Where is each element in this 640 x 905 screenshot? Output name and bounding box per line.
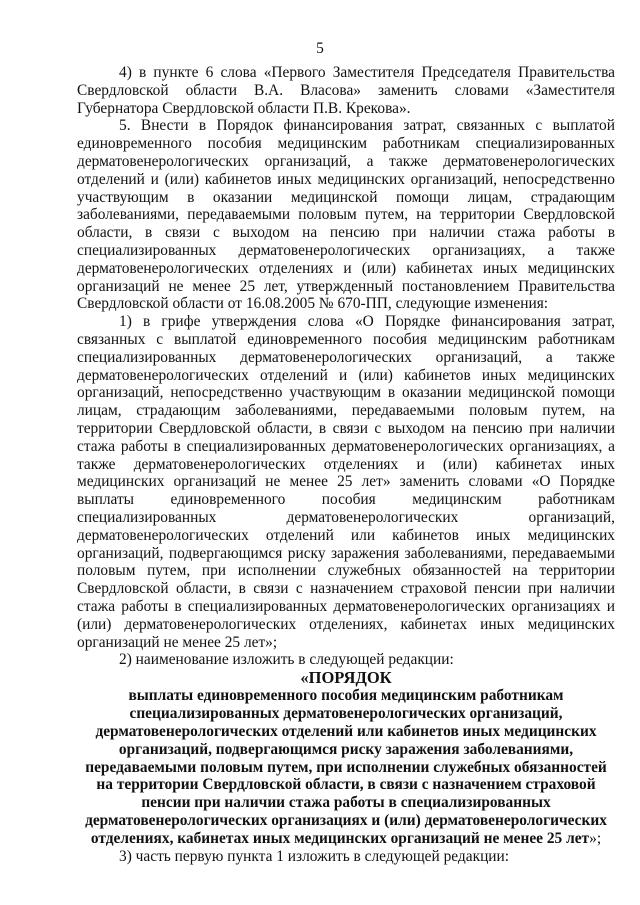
paragraph-subitem-2: 2) наименование изложить в следующей редакции: bbox=[119, 651, 454, 669]
page-number: 5 bbox=[316, 40, 324, 57]
paragraph-item-4: 4) в пункте 6 слова «Первого Заместителя Председателя Правительства Свердловской области В.А. Власова» заменить словами «Заместителя Губернатора Свердловской области П.В. Крекова». bbox=[77, 64, 615, 117]
procedure-title-text bbox=[77, 687, 615, 848]
title-line: дерматовенерологических отделений или кабинетов иных медицинских bbox=[95, 722, 597, 740]
procedure-title-head: «ПОРЯДОК bbox=[300, 668, 392, 688]
title-line: на территории Свердловской области, в связи с назначением страховой bbox=[96, 776, 596, 794]
title-line: пенсии при наличии стажа работы в специализированных bbox=[141, 794, 551, 812]
title-line: выплаты единовременного пособия медицинским работникам bbox=[128, 686, 564, 704]
title-closing-quote: »; bbox=[589, 830, 602, 848]
title-line: специализированных дерматовенерологических организаций, bbox=[129, 704, 563, 722]
paragraph-subitem-1: 1) в грифе утверждения слова «О Порядке финансирования затрат, связанных с выплатой единовременного пособия медицинским работникам специализированных дерматовенерологических организаций, а также дерматовенерологических отделений и (или) кабинетов иных медицинских организаций, непосредственно участвующим в оказании медицинской помощи лицам, страдающим заболеваниями, передаваемыми половым путем, на территории Свердловской области, в связи с выходом на пенсию при наличии стажа работы в специализированных дерматовенерологических организациях, а также дерматовенерологических отделениях и (или) кабинетах иных медицинских организаций не менее 25 лет» заменить словами «О Порядке выплаты единовременного пособия медицинским работникам специализированных дерматовенерологических организаций, дерматовенерологических отделений или кабинетов иных медицинских организаций, подвергающимся риску заражения заболеваниями, передаваемыми половым путем, при исполнении служебных обязанностей на территории Свердловской области, в связи с назначением страховой пенсии при наличии стажа работы в специализированных дерматовенерологических организациях и (или) дерматовенерологических отделениях, кабинетах иных медицинских организаций не менее 25 лет»; bbox=[77, 313, 615, 651]
title-line: организаций, подвергающимся риску заражения заболеваниями, bbox=[118, 740, 574, 758]
paragraph-item-5: 5. Внести в Порядок финансирования затрат, связанных с выплатой единовременного пособия медицинским работникам специализированных дерматовенерологических организаций, а также дерматовенерологических отделений и (или) кабинетов иных медицинских организаций, непосредственно участвующим в оказании медицинской помощи лицам, страдающим заболеваниями, передаваемыми половым путем, на территории Свердловской области, в связи с выходом на пенсию при наличии стажа работы в специализированных дерматовенерологических организациях, а также дерматовенерологических отделениях и (или) кабинетах иных медицинских организаций не менее 25 лет, утвержденный постановлением Правительства Свердловской области от 16.08.2005 № 670-ПП, следующие изменения: bbox=[77, 117, 615, 313]
title-line: дерматовенерологических организациях и (или) дерматовенерологических bbox=[85, 812, 607, 830]
title-line: передаваемыми половым путем, при исполнении служебных обязанностей bbox=[85, 758, 607, 776]
title-line: отделениях, кабинетах иных медицинских организаций не менее 25 лет bbox=[90, 830, 590, 848]
procedure-title bbox=[77, 669, 615, 848]
paragraph-subitem-3: 3) часть первую пункта 1 изложить в следующей редакции: bbox=[119, 848, 510, 866]
document-body bbox=[77, 64, 615, 866]
